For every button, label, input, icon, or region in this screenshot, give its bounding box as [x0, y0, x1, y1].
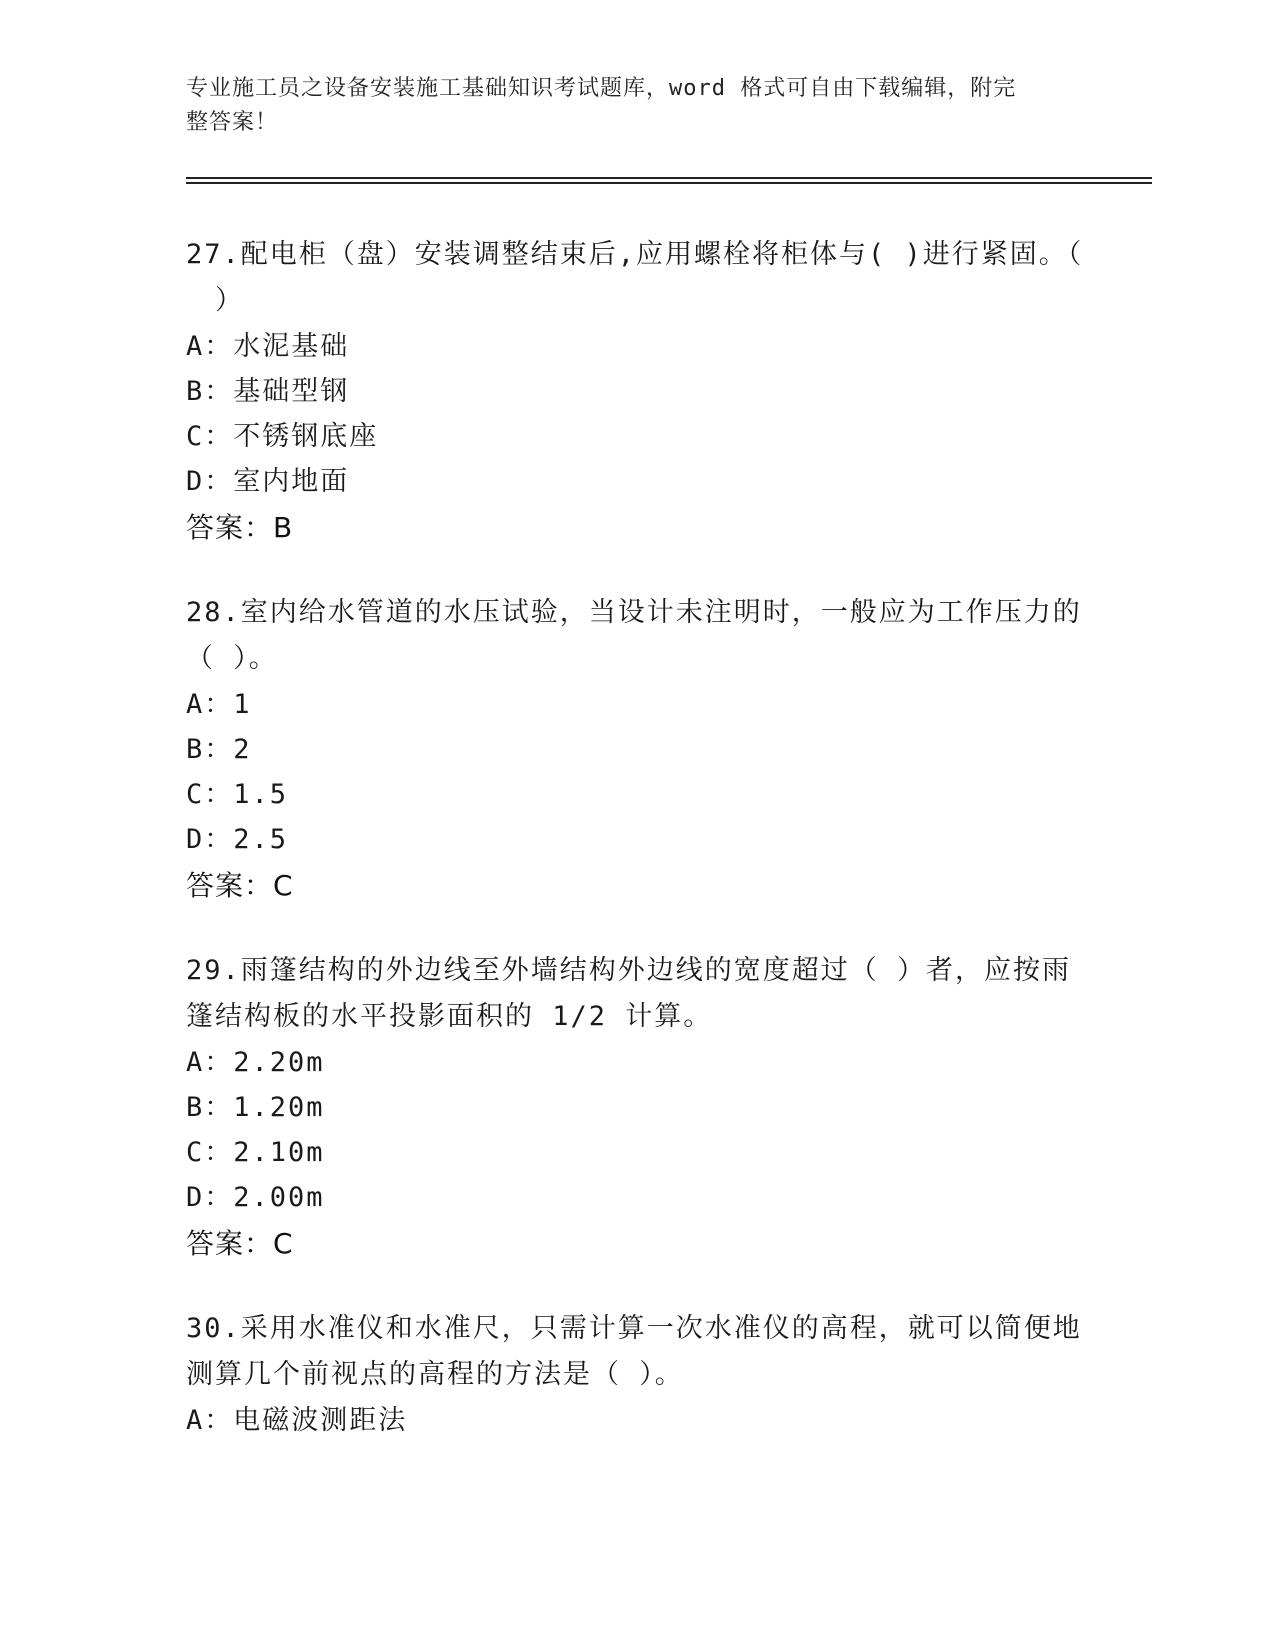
- header-line-2: 整答案！: [186, 110, 279, 135]
- option-b: [186, 727, 1086, 772]
- option-c: [186, 414, 1086, 459]
- option-value: 1: [233, 689, 252, 720]
- header-line-1: 专业施工员之设备安装施工基础知识考试题库，word 格式可自由下载编辑，附完: [186, 76, 1017, 101]
- question-text-continued: 篷结构板的水平投影面积的 1/2 计算。: [186, 1001, 713, 1032]
- option-d: [186, 459, 1086, 504]
- option-a: [186, 324, 1086, 369]
- option-letter: B：: [186, 734, 234, 765]
- question-30: [186, 1306, 1086, 1443]
- question-number: 27.: [186, 239, 241, 270]
- question-number: 28.: [186, 597, 241, 628]
- option-letter: C：: [186, 779, 234, 810]
- option-d: [186, 817, 1086, 862]
- option-letter: D：: [186, 1182, 234, 1213]
- option-c: [186, 1130, 1086, 1175]
- option-value: 1.5: [233, 779, 289, 810]
- option-letter: A：: [186, 331, 234, 362]
- option-value: 2.5: [233, 824, 289, 855]
- option-value: 基础型钢: [233, 376, 350, 407]
- option-letter: B：: [186, 376, 234, 407]
- question-29: [186, 948, 1086, 1268]
- answer-label: 答案：: [186, 511, 274, 544]
- question-list: [186, 232, 1086, 1481]
- question-body: 雨篷结构的外边线至外墙结构外边线的宽度超过（ ）者，应按雨: [240, 955, 1072, 986]
- option-value: 2.00m: [233, 1182, 325, 1213]
- option-letter: A：: [186, 1405, 234, 1436]
- option-value: 2.10m: [233, 1137, 325, 1168]
- option-value: 水泥基础: [233, 331, 350, 362]
- answer-label: 答案：: [186, 869, 274, 902]
- document-header: [186, 72, 1066, 140]
- question-text: [186, 1306, 1086, 1352]
- option-b: [186, 369, 1086, 414]
- question-28: [186, 590, 1086, 910]
- question-text-continued: （ ）。: [186, 643, 278, 674]
- header-divider-bottom: [186, 182, 1152, 184]
- option-c: [186, 772, 1086, 817]
- question-text-continued: 测算几个前视点的高程的方法是（ ）。: [186, 1359, 684, 1390]
- answer-line: [186, 504, 1086, 552]
- option-a: [186, 1398, 1086, 1443]
- question-number: 29.: [186, 955, 241, 986]
- answer-value: C: [273, 1227, 294, 1260]
- option-value: 室内地面: [233, 466, 350, 497]
- answer-value: C: [273, 869, 294, 902]
- question-text: [186, 590, 1086, 636]
- question-body: 配电柜（盘）安装调整结束后,应用螺栓将柜体与( )进行紧固。（: [240, 239, 1084, 270]
- answer-value: B: [273, 511, 294, 544]
- option-value: 2: [233, 734, 252, 765]
- option-letter: C：: [186, 421, 234, 452]
- option-value: 1.20m: [233, 1092, 325, 1123]
- answer-line: [186, 1220, 1086, 1268]
- option-a: [186, 682, 1086, 727]
- header-divider-top: [186, 177, 1152, 179]
- option-a: [186, 1040, 1086, 1085]
- option-value: 2.20m: [233, 1047, 325, 1078]
- option-letter: A：: [186, 689, 234, 720]
- option-letter: D：: [186, 466, 234, 497]
- question-text: [186, 948, 1086, 994]
- option-b: [186, 1085, 1086, 1130]
- question-body: 采用水准仪和水准尺，只需计算一次水准仪的高程，就可以简便地: [240, 1313, 1082, 1344]
- option-letter: A：: [186, 1047, 234, 1078]
- question-body: 室内给水管道的水压试验，当设计未注明时，一般应为工作压力的: [240, 597, 1082, 628]
- option-letter: B：: [186, 1092, 234, 1123]
- answer-line: [186, 862, 1086, 910]
- answer-label: 答案：: [186, 1227, 274, 1260]
- option-value: 电磁波测距法: [233, 1405, 408, 1436]
- question-27: [186, 232, 1086, 552]
- option-d: [186, 1175, 1086, 1220]
- option-letter: D：: [186, 824, 234, 855]
- question-text-continued: ）: [186, 285, 244, 316]
- question-text: [186, 232, 1086, 278]
- option-value: 不锈钢底座: [233, 421, 379, 452]
- option-letter: C：: [186, 1137, 234, 1168]
- question-number: 30.: [186, 1313, 241, 1344]
